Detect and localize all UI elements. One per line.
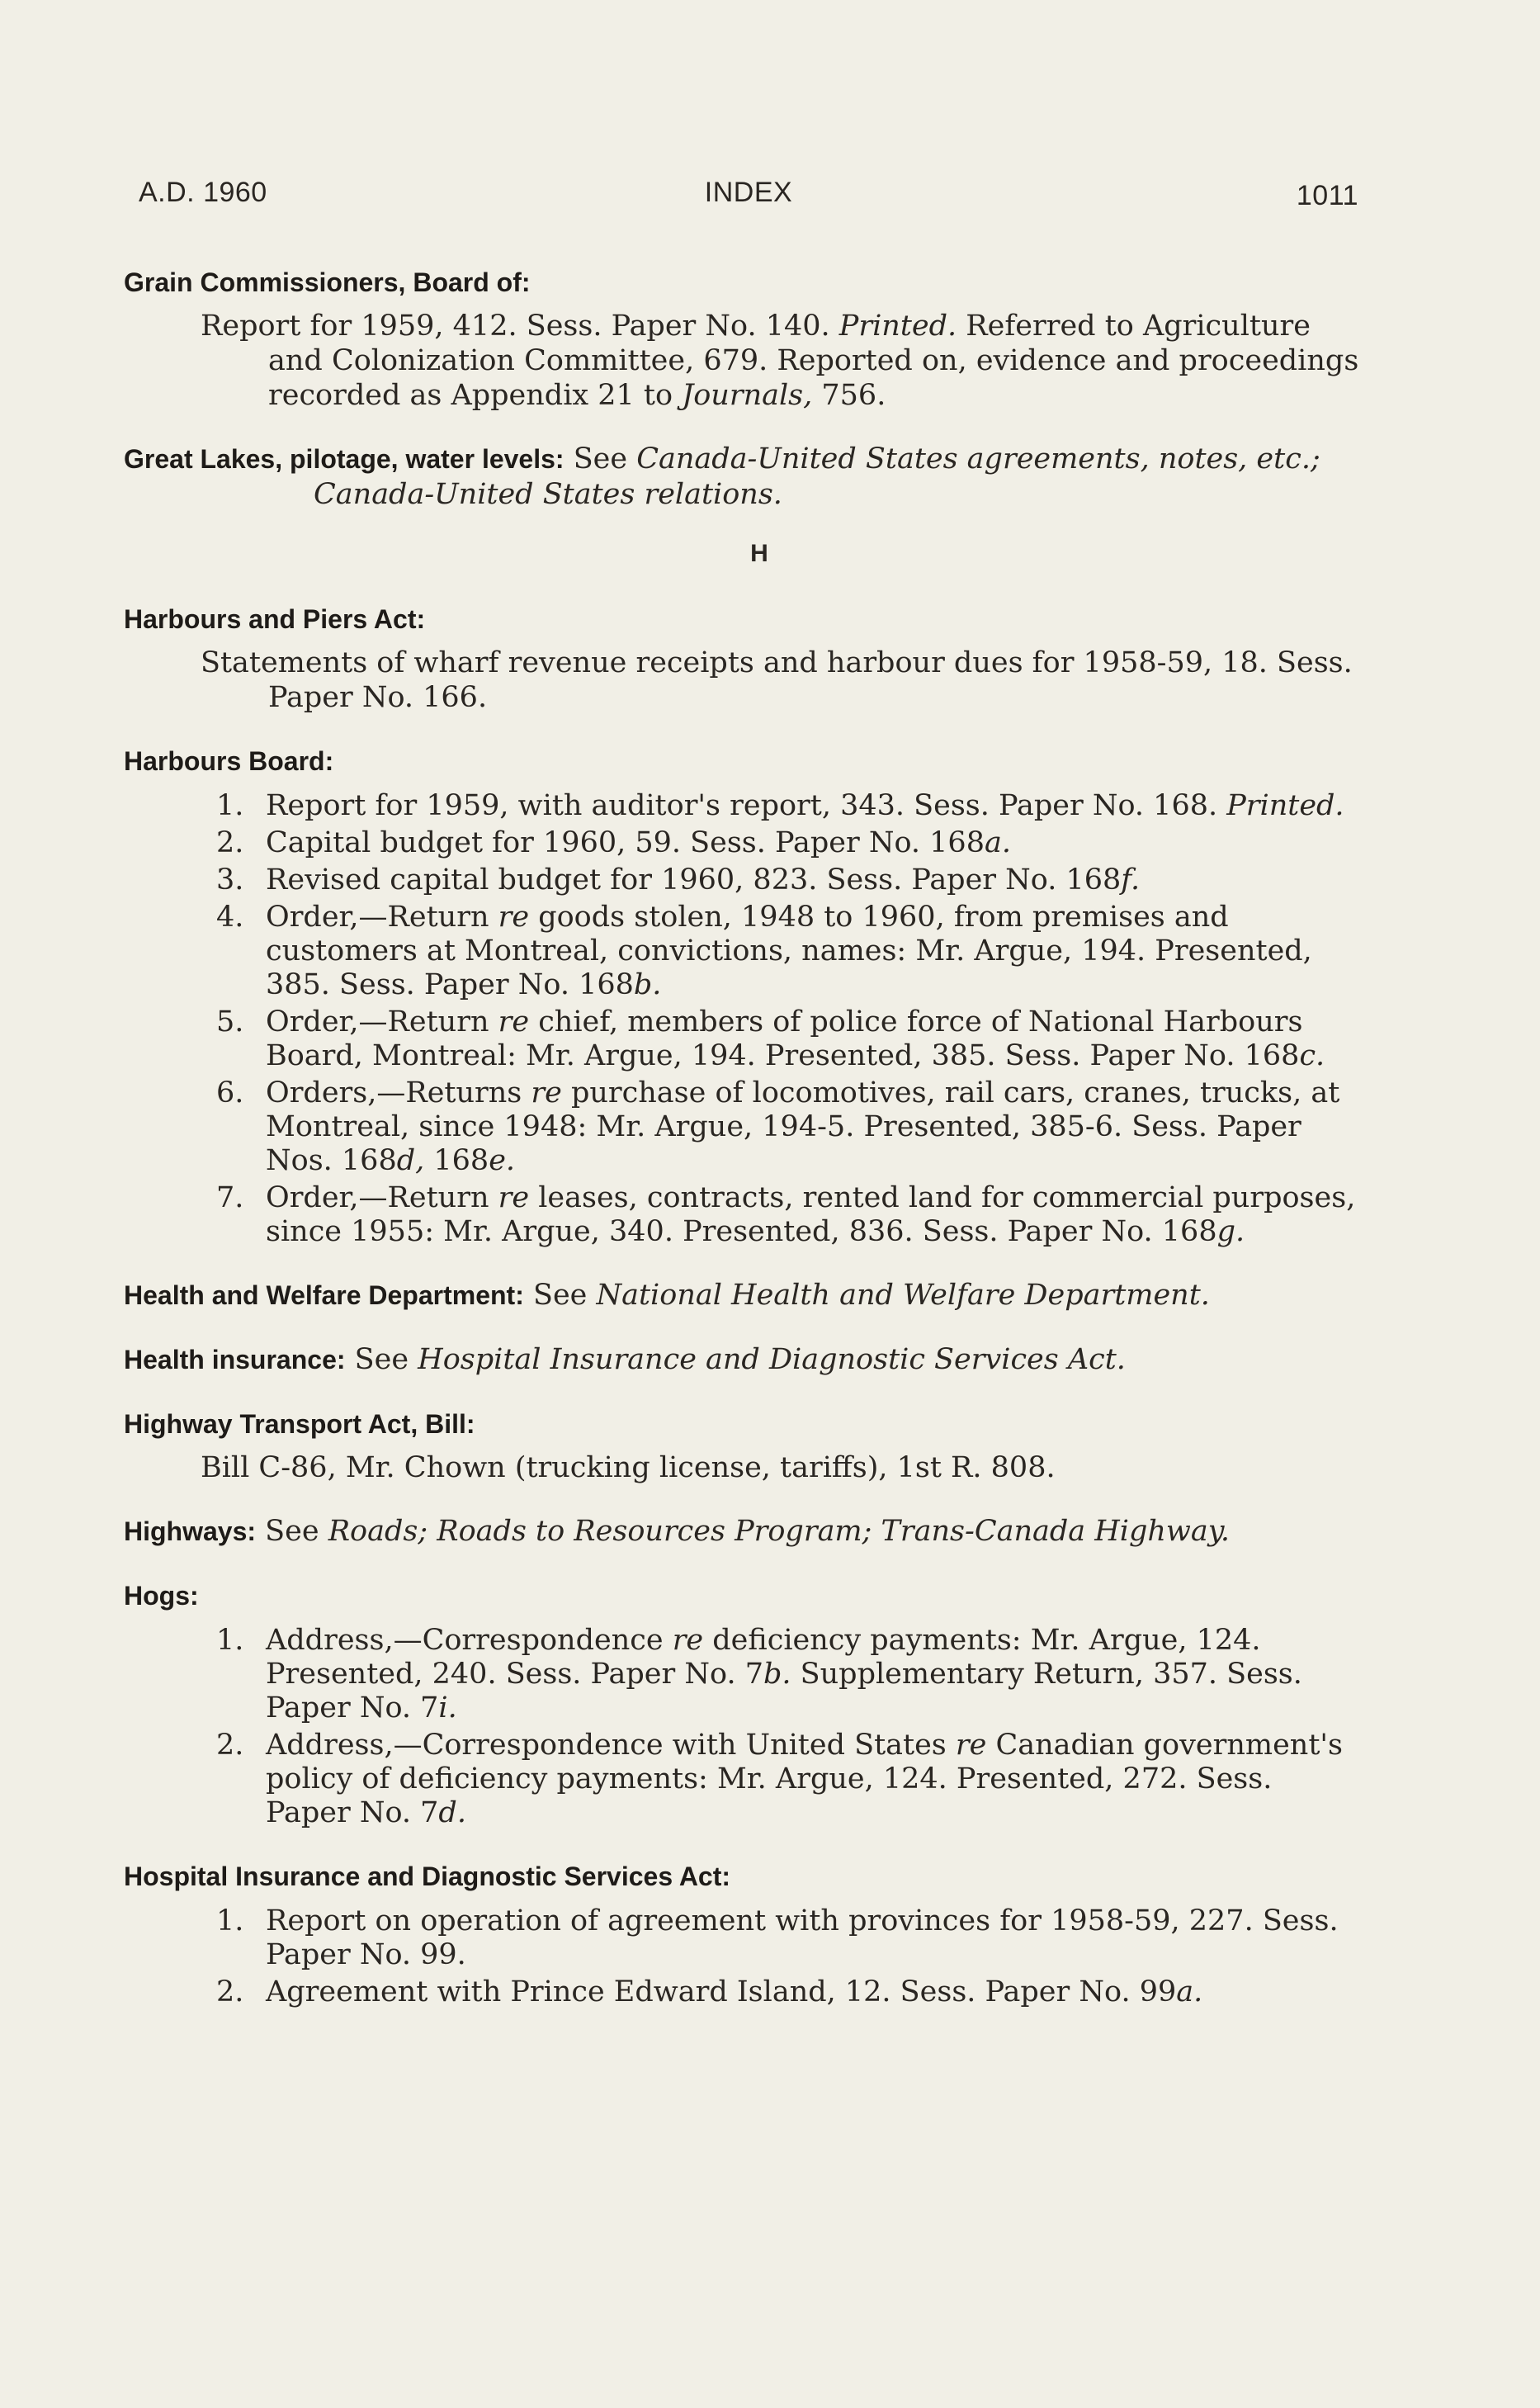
entry-text: Statements of wharf revenue receipts and harbour dues for 1958-59, 18. Sess. Paper No. 166. bbox=[201, 646, 1353, 714]
page-number: 1011 bbox=[1296, 180, 1358, 211]
list-item: 5. Order,—Return re chief, members of police force of National Harbours Board, Montreal: Mr. Argue, 194. Presented, 385. Sess. Paper No. 168c. bbox=[216, 1005, 1325, 1072]
entry-heading: Hospital Insurance and Diagnostic Services Act: bbox=[124, 1862, 731, 1891]
list-item: 6. Orders,—Returns re purchase of locomotives, rail cars, cranes, trucks, at Montreal, since 1948: Mr. Argue, 194-5. Presented, 385-6. Sess. Paper Nos. 168d, 168e. bbox=[216, 1076, 1340, 1177]
list-item: 4. Order,—Return re goods stolen, 1948 to 1960, from premises and customers at Montreal, convictions, names: Mr. Argue, 194. Presented, 385. Sess. Paper No. 168b. bbox=[216, 901, 1312, 1001]
entry-highways: Highways: See Roads; Roads to Resources Program; Trans-Canada Highway. bbox=[124, 1515, 1231, 1548]
entry-hogs bbox=[124, 1578, 1362, 1830]
list-item: 2. Address,—Correspondence with United States re Canadian government's policy of deficiency payments: Mr. Argue, 124. Presented, 272. Sess. Paper No. 7d. bbox=[216, 1729, 1343, 1829]
entry-harbours-piers-act bbox=[124, 601, 1362, 715]
header-year: A.D. 1960 bbox=[139, 177, 267, 208]
entry-highway-transport-act bbox=[124, 1406, 1362, 1485]
entry-great-lakes: Great Lakes, pilotage, water levels: See Canada-United States agreements, notes, etc.; Canada-United States relations. bbox=[124, 442, 1320, 511]
list-item: 1. Address,—Correspondence re deficiency payments: Mr. Argue, 124. Presented, 240. Sess. Paper No. 7b. Supplementary Return, 357. Sess. Paper No. 7i. bbox=[216, 1624, 1302, 1724]
entry-heading: Harbours and Piers Act: bbox=[124, 604, 426, 634]
list-item: 2. Capital budget for 1960, 59. Sess. Paper No. 168a. bbox=[216, 826, 1011, 859]
cross-reference: National Health and Welfare Department. bbox=[596, 1279, 1210, 1312]
entry-item-list bbox=[124, 1904, 1362, 2009]
entry-harbours-board bbox=[124, 743, 1362, 1249]
list-item: 7. Order,—Return re leases, contracts, rented land for commercial purposes, since 1955: Mr. Argue, 340. Presented, 836. Sess. Paper No. 168g. bbox=[216, 1181, 1356, 1248]
running-header bbox=[139, 177, 1358, 218]
entry-text: Report for 1959, 412. Sess. Paper No. 140. Printed. Referred to Agriculture and Colonization Committee, 679. Reported on, evidence and proceedings recorded as Appendix 21 to Journals, 756. bbox=[201, 310, 1359, 412]
list-item: 1. Report for 1959, with auditor's report, 343. Sess. Paper No. 168. Printed. bbox=[216, 789, 1344, 822]
entry-heading: Hogs: bbox=[124, 1581, 199, 1611]
entry-heading: Highways: bbox=[124, 1516, 257, 1546]
list-item: 1. Report on operation of agreement with provinces for 1958-59, 227. Sess. Paper No. 99. bbox=[216, 1904, 1339, 1971]
entry-health-insurance: Health insurance: See Hospital Insurance and Diagnostic Services Act. bbox=[124, 1343, 1126, 1376]
index-content bbox=[124, 264, 1362, 2037]
entry-heading: Health and Welfare Department: bbox=[124, 1280, 524, 1310]
cross-reference: Canada-United States agreements, notes, etc.; Canada-United States relations. bbox=[314, 442, 1320, 511]
entry-heading: Health insurance: bbox=[124, 1345, 346, 1374]
cross-reference: Hospital Insurance and Diagnostic Services Act. bbox=[418, 1343, 1126, 1376]
entry-heading: Grain Commissioners, Board of: bbox=[124, 267, 531, 297]
section-letter: H bbox=[750, 540, 768, 567]
entry-grain-commissioners bbox=[124, 264, 1362, 413]
entry-heading: Highway Transport Act, Bill: bbox=[124, 1409, 475, 1439]
entry-heading: Great Lakes, pilotage, water levels: bbox=[124, 444, 565, 474]
entry-item-list bbox=[124, 789, 1362, 1249]
header-title: INDEX bbox=[704, 177, 793, 208]
list-item: 3. Revised capital budget for 1960, 823. Sess. Paper No. 168f. bbox=[216, 863, 1141, 896]
entry-hospital-insurance bbox=[124, 1858, 1362, 2009]
entry-item-list bbox=[124, 1624, 1362, 1830]
entry-heading: Harbours Board: bbox=[124, 746, 334, 776]
list-item: 2. Agreement with Prince Edward Island, 12. Sess. Paper No. 99a. bbox=[216, 1975, 1203, 2008]
entry-health-welfare-department: Health and Welfare Department: See National Health and Welfare Department. bbox=[124, 1279, 1210, 1312]
cross-reference: Roads; Roads to Resources Program; Trans-Canada Highway. bbox=[328, 1515, 1231, 1548]
entry-text: Bill C-86, Mr. Chown (trucking license, tariffs), 1st R. 808. bbox=[201, 1451, 1056, 1484]
